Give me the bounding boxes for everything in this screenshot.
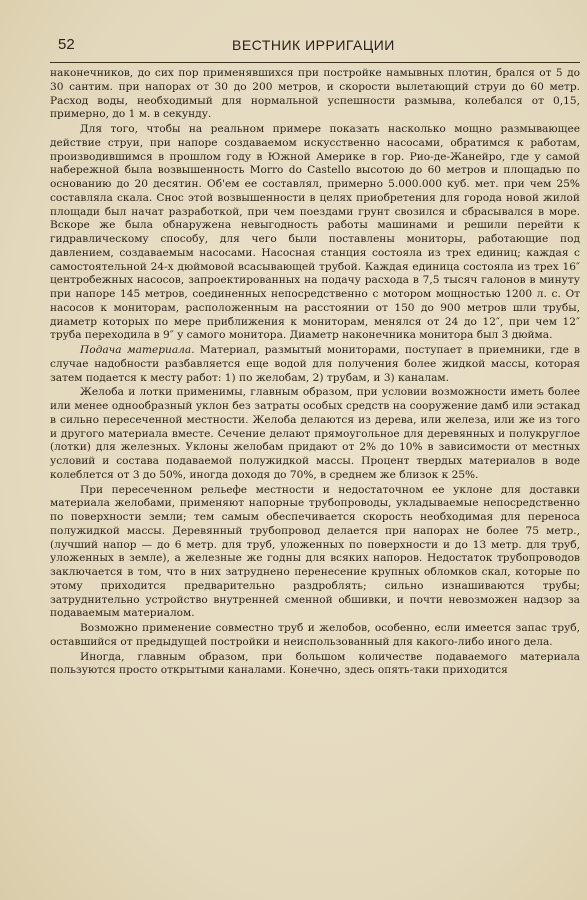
header-rule [50, 62, 580, 63]
paragraph-text: Материал, размытый мониторами, поступает в приемники, где в случае надобности разбавляется еще водой для получения более жидкой массы, которая затем подается к месту работ: 1) по желобам, 2) трубам, и 3) каналам. [50, 344, 581, 384]
paragraph-continuation: наконечников, до сих пор применявшихся при постройке намывных плотин, брался от 5 до 30 сантим. при напорах от 30 до 200 метров, и скорости вылетающий струи до 60 метр. Расход воды, необходимый для нормальной успешности размыва, колебался от 0,15, примерно, до 1 м. в секунду. [50, 67, 580, 121]
page-header [50, 36, 580, 56]
article-body [50, 67, 580, 678]
paragraph-pipelines: При пересеченном рельефе местности и недостаточном ее уклоне для доставки материала желобами, применяют напорные трубопроводы, укладываемые непосредственно по поверхности земли; тем самым обеспечивается скорость необходимая для переноса полужидкой массы. Деревянный трубопровод делается при напорах не более 75 метр., (лучший напор — до 6 метр. для труб, уложенных по поверхности и до 13 метр. для труб, уложенных в земле), а железные же годны для всяких напоров. Недостаток трубопроводов заключается в том, что в них затруднено перенесение крупных обломков скал, которые по этому приходится предварительно раздроблять; сильно изнашиваются трубы; затруднительно устройство внутренней сменной обшивки, и почти невозможен надзор за подаваемым материалом. [50, 483, 580, 620]
paragraph-chutes: Желоба и лотки применимы, главным образом, при условии возможности иметь более или менее однообразный уклон без затраты особых средств на сооружение дамб или эстакад в сильно пересеченной местности. Желоба делаются из дерева, или железа, или же из того и другого материала вместе. Сечение делают прямоугольное для деревянных и полукруглое (лотки) для железных. Уклоны желобам придают от 2% до 10% в зависимости от местных условий и состава подаваемой полужидкой массы. Процент твердых материалов в воде колеблется от 3 до 50%, иногда доходя до 70%, в среднем же близок к 25%. [50, 386, 580, 481]
section-heading: Подача материала. [80, 344, 195, 356]
paragraph-material-delivery [50, 344, 580, 385]
paragraph-combined: Возможно применение совместно труб и желобов, особенно, если имеется запас труб, оставшийся от предыдущей постройки и неиспользованный для какого-либо иного дела. [50, 622, 580, 648]
journal-title: ВЕСТНИК ИРРИГАЦИИ [232, 37, 395, 53]
paragraph-canals: Иногда, главным образом, при большом количестве подаваемого материала пользуются просто открытыми каналами. Конечно, здесь опять-таки приходится [50, 650, 580, 677]
page-number: 52 [58, 36, 75, 53]
paragraph-rio-example: Для того, чтобы на реальном примере показать насколько мощно размывающее действие струи, при напоре создаваемом искусственно насосами, обратимся к работам, производившимся в прошлом году в Южной Америке в гор. Рио-де-Жанейро, где у самой набережной была возвышенность Morro do Castello высотою до 60 метров и площадью по основанию до 20 десятин. Об'ем ее составлял, примерно 5.000.000 куб. мет. при чем 25% составляла скала. Снос этой возвышенности в целях приобретения для города новой жилой площади был начат разработкой, при чем поездами грунт свозился и сбрасывался в море. Вскоре же была обнаружена невыгодность работы машинами и решили перейти к гидравлическому способу, для чего были поставлены мониторы, работающие под давлением, создаваемым насосами. Насосная станция состояла из трех единиц; каждая с самостоятельной 24-х дюймовой всасывающей трубой. Каждая единица состояла из трех 16″ центробежных насосов, запроектированных на подачу расхода в 7,5 тысяч галонов в минуту при напоре 145 метров, соединенных непосредственно с мотором мощностью 1200 л. с. От насосов к мониторам, расположенным на расстоянии от 150 до 900 метров шли трубы, диаметр которых по мере приближения к мониторам, менялся от 24 до 12″, при чем 12″ труба переходила в 9″ у самого монитора. Диаметр наконечника монитора был 3 дюйма. [50, 123, 580, 342]
